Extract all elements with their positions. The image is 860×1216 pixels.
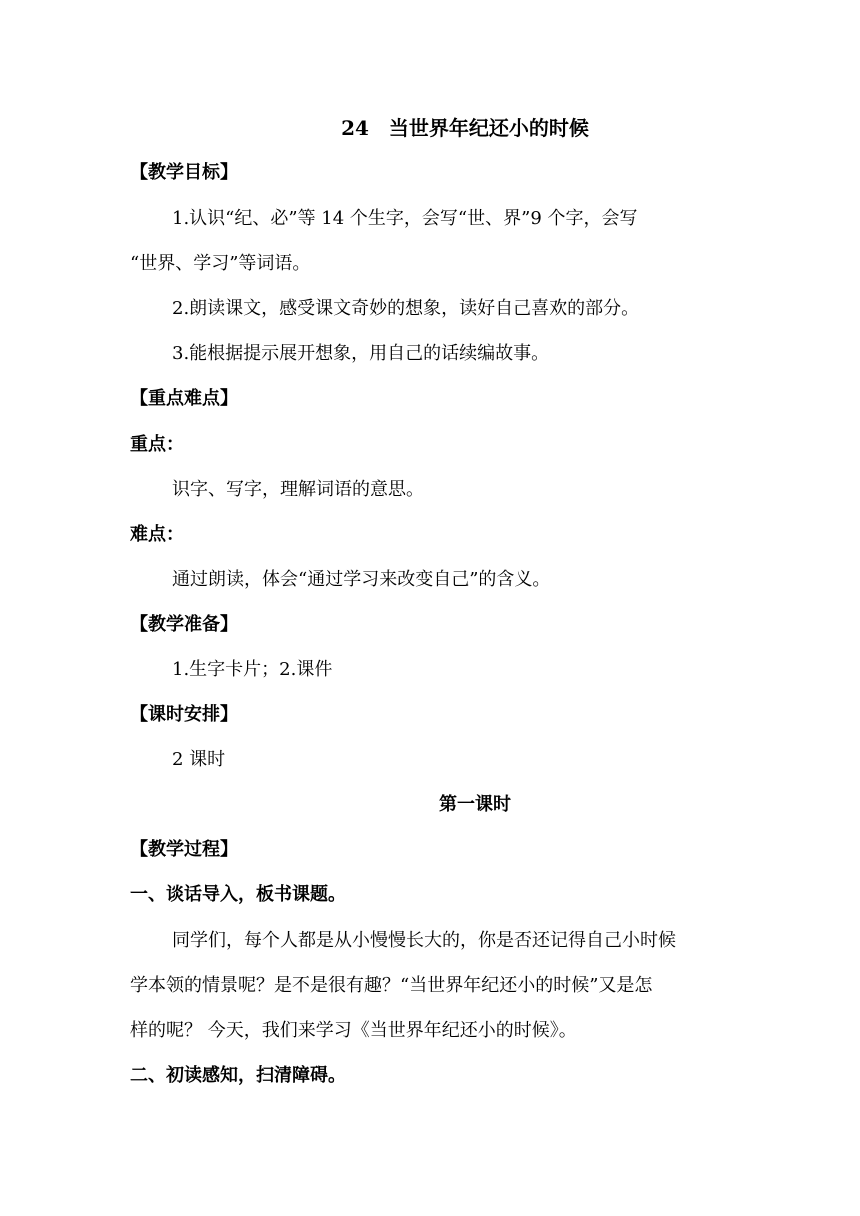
objective-item-1-line-1: 1.认识“纪、必”等 14 个生字，会写“世、界”9 个字，会写 [172, 208, 638, 229]
objective-item-2: 2.朗读课文，感受课文奇妙的想象，读好自己喜欢的部分。 [172, 298, 640, 319]
step-1-paragraph-line-2: 学本领的情景呢？是不是很有趣？“当世界年纪还小的时候”又是怎 [130, 975, 653, 996]
objectives-heading: 【教学目标】 [130, 162, 238, 183]
process-heading: 【教学过程】 [130, 839, 238, 860]
difficulty-text: 通过朗读，体会“通过学习来改变自己”的含义。 [172, 569, 551, 590]
page-title: 24 当世界年纪还小的时候 [341, 116, 589, 140]
step-1-heading: 一、谈话导入，板书课题。 [130, 884, 346, 905]
focus-label: 重点： [130, 434, 184, 455]
lesson-subtitle: 第一课时 [439, 794, 511, 815]
preparation-text: 1.生字卡片；2.课件 [172, 659, 333, 680]
difficulty-label: 难点： [130, 524, 184, 545]
focus-text: 识字、写字，理解词语的意思。 [172, 479, 424, 500]
key-points-heading: 【重点难点】 [130, 388, 238, 409]
step-1-paragraph-line-3: 样的呢？ 今天，我们来学习《当世界年纪还小的时候》。 [130, 1020, 577, 1041]
step-2-heading: 二、初读感知，扫清障碍。 [130, 1065, 346, 1086]
objective-item-3: 3.能根据提示展开想象，用自己的话续编故事。 [172, 343, 550, 364]
schedule-heading: 【课时安排】 [130, 704, 238, 725]
objective-item-1-line-2: “世界、学习”等词语。 [130, 253, 311, 274]
step-1-paragraph-line-1: 同学们，每个人都是从小慢慢长大的，你是否还记得自己小时候 [172, 930, 676, 951]
schedule-text: 2 课时 [172, 749, 226, 770]
preparation-heading: 【教学准备】 [130, 614, 238, 635]
